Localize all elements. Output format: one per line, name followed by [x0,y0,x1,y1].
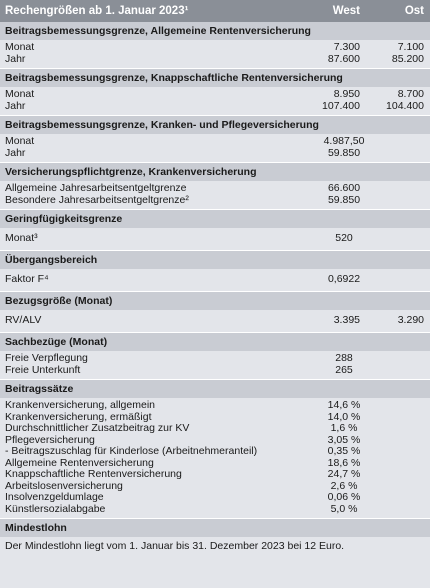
table-row [0,492,430,504]
value-combined: 3,05 % [327,433,361,446]
value-ost: 104.400 [386,99,424,112]
row-label: Knappschaftliche Rentenversicherung [5,468,182,480]
row-label: Insolvenzgeldumlage [5,491,104,503]
section-body [0,87,430,115]
value-combined: 66.600 [327,182,361,194]
value-west: 8.950 [333,88,360,100]
table-row [0,423,430,435]
row-label: Jahr [5,52,26,65]
value-combined: 2,6 % [330,479,358,492]
section-body [0,134,430,162]
row-label: Jahr [5,146,26,159]
row-label: Besondere Jahresarbeitsentgeltgrenze² [5,193,189,206]
value-combined: 520 [335,232,353,244]
value-combined: 0,6922 [327,273,361,285]
table-title: Rechengrößen ab 1. Januar 2023¹ [5,5,189,17]
section-heading: Beitragsbemessungsgrenze, Allgemeine Rentenversicherung [0,22,430,40]
row-label: Krankenversicherung, ermäßigt [5,410,152,423]
row-label: - Beitragszuschlag für Kinderlose (Arbeitnehmeranteil) [5,445,258,457]
value-combined: 14,6 % [327,399,361,411]
column-header-ost: Ost [404,5,424,17]
section-body [0,269,430,291]
table-row [0,271,430,288]
row-label: Allgemeine Rentenversicherung [5,456,154,469]
value-combined: 14,0 % [327,410,361,423]
section-body [0,351,430,379]
row-label: Durchschnittlicher Zusatzbeitrag zur KV [5,422,190,434]
row-label: Pflegeversicherung [5,433,95,446]
section-heading: Versicherungspflichtgrenze, Krankenversicherung [0,162,430,181]
section-heading: Beitragsbemessungsgrenze, Kranken- und Pflegeversicherung [0,115,430,134]
value-west: 107.400 [322,99,360,112]
row-label: Jahr [5,99,26,112]
value-west: 87.600 [327,52,360,65]
value-west: 7.300 [333,41,360,53]
section-body [0,310,430,332]
value-ost: 85.200 [391,52,424,65]
table-row [0,469,430,481]
table-row [0,446,430,458]
section-body [0,398,430,518]
table-row [0,195,430,207]
table-row [0,54,430,66]
section-heading: Geringfügigkeitsgrenze [0,209,430,228]
row-label: Freie Unterkunft [5,363,81,376]
row-label: Allgemeine Jahresarbeitsentgeltgrenze [5,182,187,194]
table-row [0,136,430,148]
value-ost: 8.700 [397,88,424,100]
section-body [0,537,430,556]
row-label: Krankenversicherung, allgemein [5,399,155,411]
table-row [0,365,430,377]
row-label: Faktor F⁴ [5,273,49,285]
table-row [0,101,430,113]
column-header-west: West [332,5,360,17]
value-ost: 3.290 [397,314,424,326]
row-label: Freie Verpflegung [5,352,88,364]
row-label: RV/ALV [5,314,42,326]
value-combined: 24,7 % [327,468,361,480]
section-body [0,228,430,250]
section-heading: Mindestlohn [0,518,430,537]
section-heading: Übergangsbereich [0,250,430,269]
value-combined: 265 [335,363,353,376]
value-combined: 0,06 % [327,491,361,503]
table-row [0,42,430,54]
section-heading: Bezugsgröße (Monat) [0,291,430,310]
value-combined: 59.850 [327,146,361,159]
row-label: Monat [5,88,35,100]
table-row [0,230,430,247]
section-heading: Beitragsbemessungsgrenze, Knappschaftliche Rentenversicherung [0,68,430,87]
value-combined: 18,6 % [327,456,361,469]
mindestlohn-note: Der Mindestlohn liegt vom 1. Januar bis 31. Dezember 2023 bei 12 Euro. [5,540,345,552]
table-row [0,89,430,101]
table-header [0,0,430,22]
value-combined: 59.850 [327,193,361,206]
section-heading: Beitragssätze [0,379,430,398]
table-row [0,148,430,160]
section-body [0,40,430,68]
table-row [0,400,430,412]
row-label: Arbeitslosenversicherung [5,479,123,492]
value-combined: 1,6 % [330,422,358,434]
value-west: 3.395 [333,314,360,326]
value-combined: 288 [335,352,353,364]
row-label: Künstlersozialabgabe [5,502,106,515]
table-row [0,353,430,365]
section-heading: Sachbezüge (Monat) [0,332,430,351]
value-ost: 7.100 [397,41,424,53]
table-row [0,312,430,329]
row-label: Monat [5,135,35,147]
value-combined: 4.987,50 [323,135,365,147]
value-combined: 0,35 % [327,445,361,457]
value-combined: 5,0 % [330,502,358,515]
table-row [0,504,430,516]
table-row [0,183,430,195]
row-label: Monat [5,41,35,53]
row-label: Monat³ [5,232,38,244]
section-body [0,181,430,209]
